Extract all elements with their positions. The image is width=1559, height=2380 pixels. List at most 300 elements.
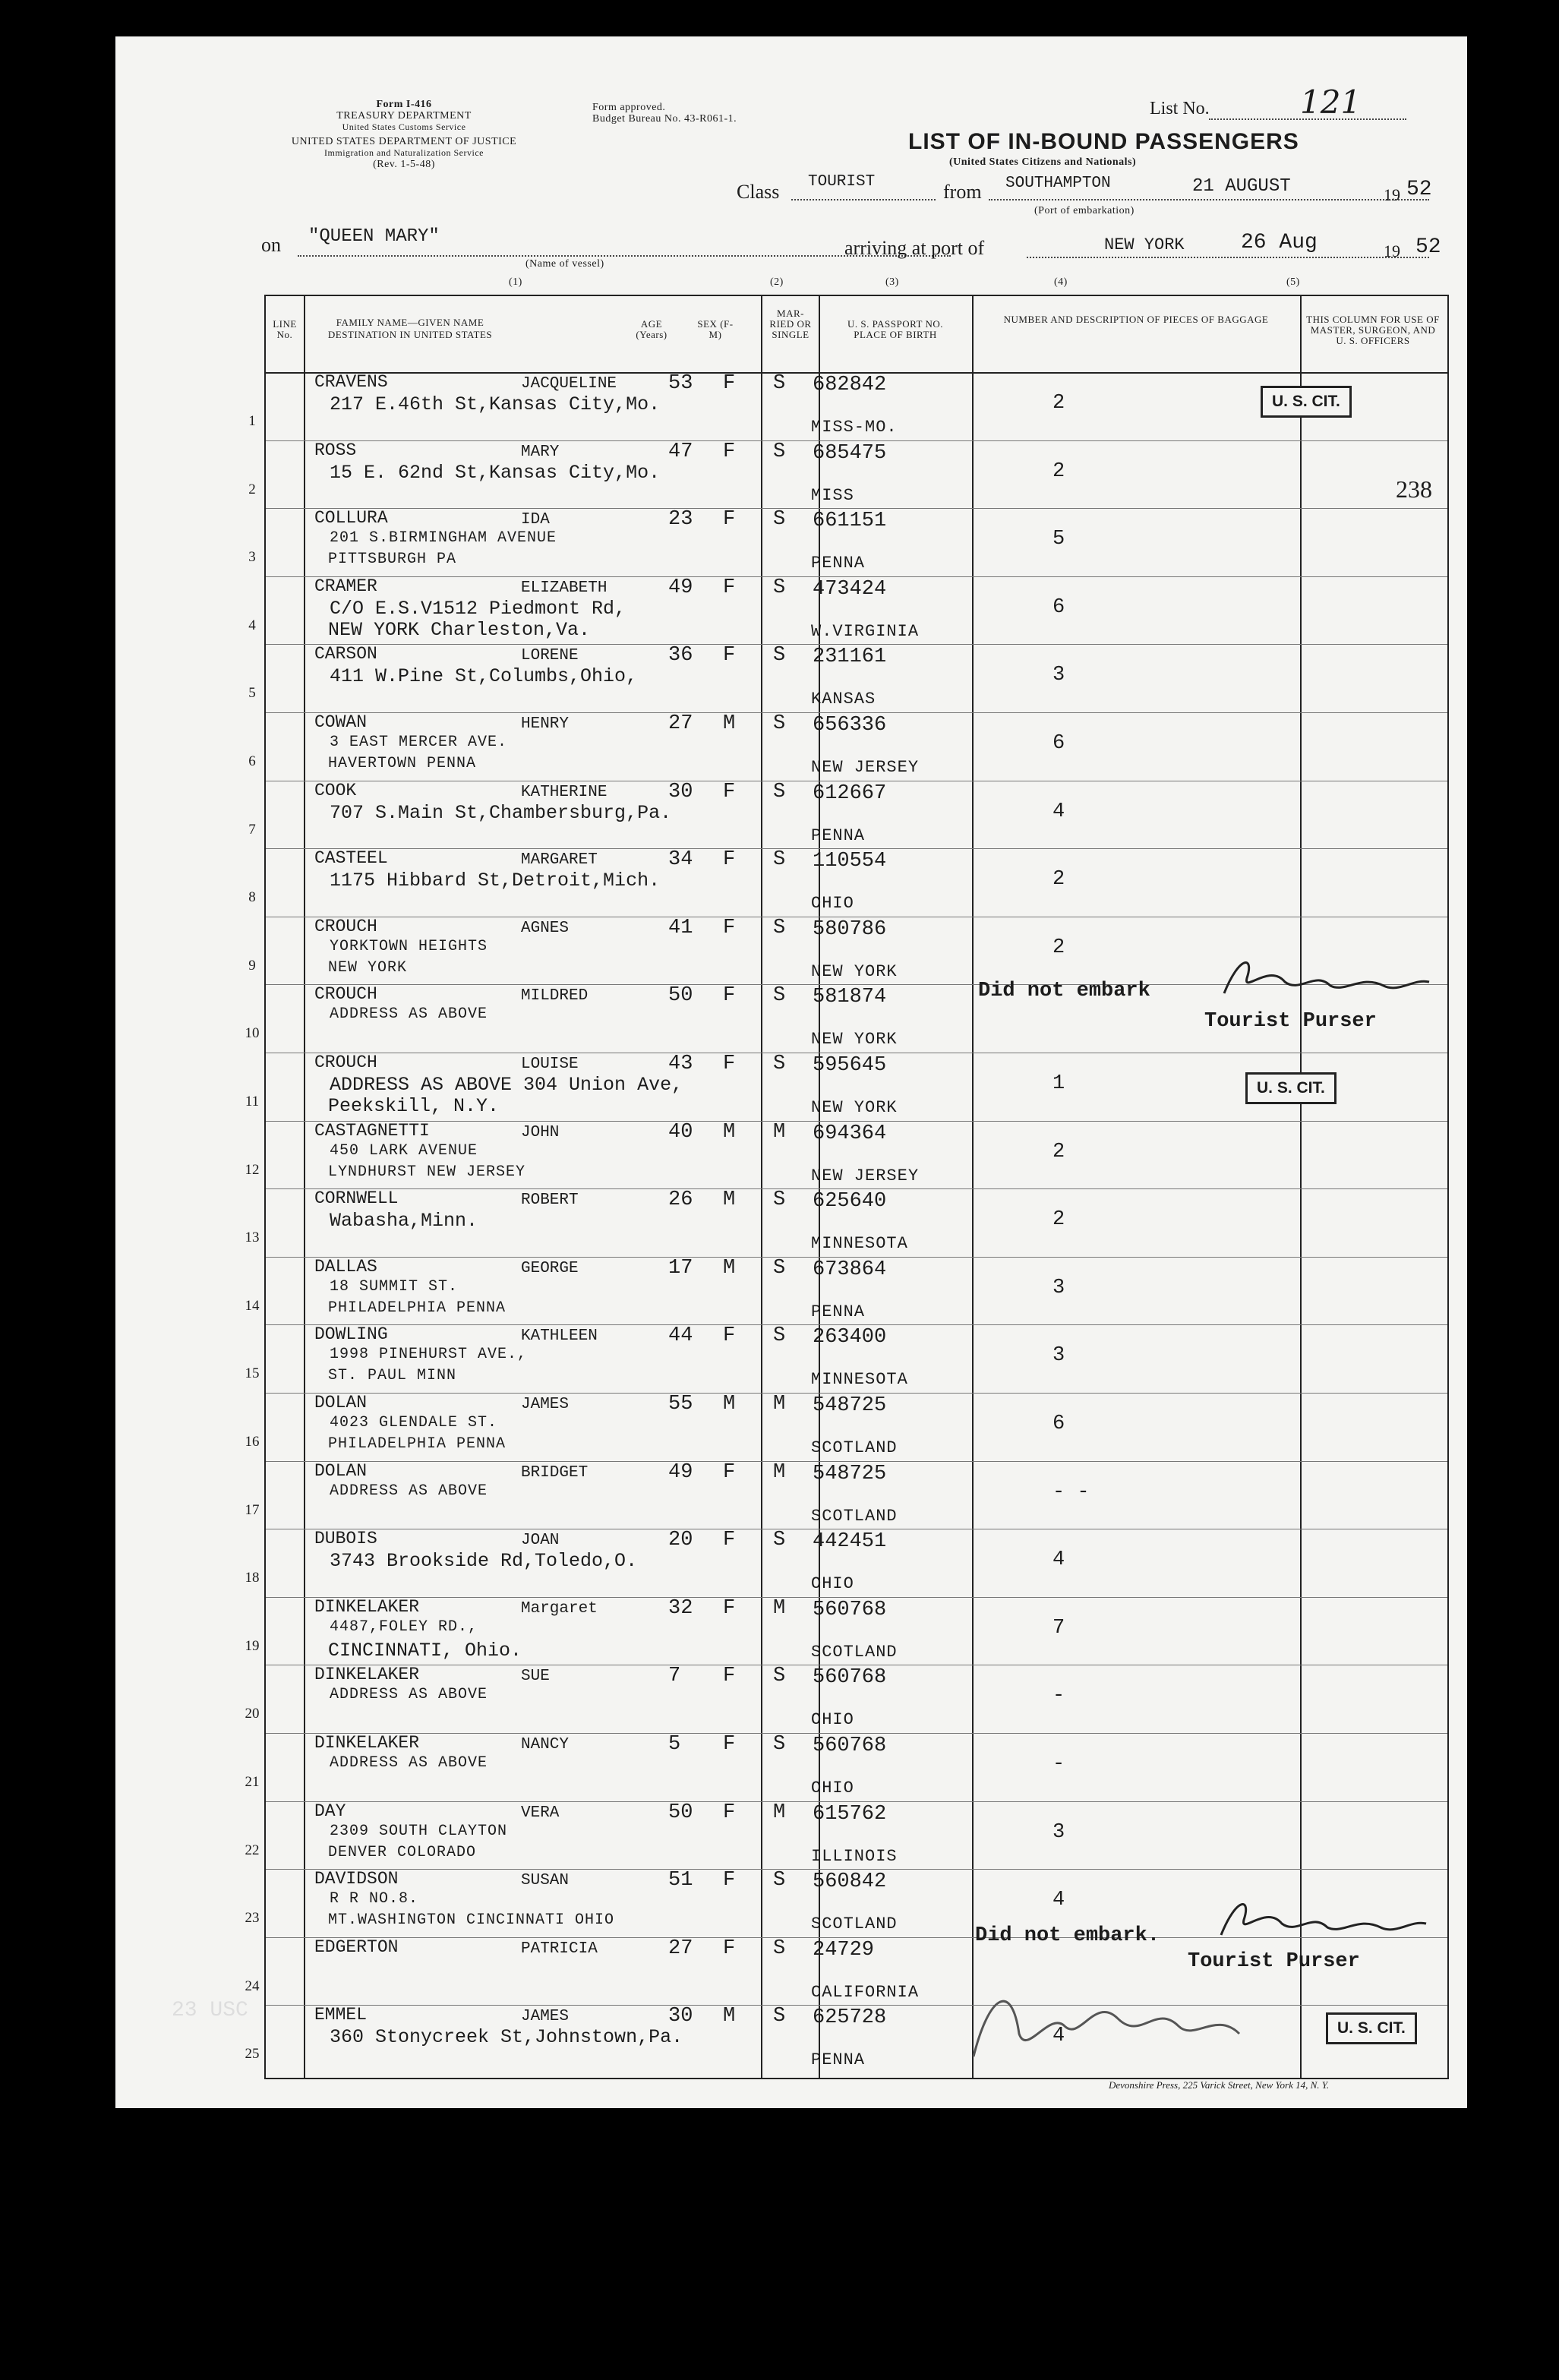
destination-line1: 4023 GLENDALE ST.: [330, 1414, 498, 1431]
from-year-prefix: 19: [1384, 185, 1400, 204]
line-number: 13: [245, 1229, 260, 1246]
passport-number: 615762: [813, 1802, 887, 1826]
given-name: ROBERT: [521, 1192, 579, 1210]
col-head-family: FAMILY NAME—GIVEN NAME: [336, 317, 484, 328]
baggage-count: 4: [1052, 1889, 1065, 1912]
place-of-birth: MINNESOTA: [811, 1370, 908, 1390]
destination-line1: 15 E. 62nd St,Kansas City,Mo.: [330, 461, 661, 484]
customs-service: United States Customs Service: [342, 122, 466, 132]
col-head-line-no: LINE No.: [273, 318, 297, 340]
sex: M: [723, 1393, 736, 1416]
baggage-count: 4: [1052, 800, 1065, 823]
row-divider: [266, 1121, 1447, 1122]
place-of-birth: MISS-MO.: [811, 418, 898, 437]
given-name: ELIZABETH: [521, 579, 608, 597]
passport-number: 612667: [813, 781, 887, 805]
row-divider: [266, 1869, 1447, 1870]
line-number: 24: [245, 1978, 260, 1994]
place-of-birth: SCOTLAND: [811, 1506, 898, 1526]
baggage-count: -: [1052, 1753, 1065, 1776]
age: 44: [668, 1324, 693, 1348]
given-name: JAMES: [521, 1396, 570, 1413]
place-of-birth: OHIO: [811, 1574, 854, 1594]
baggage-count: 3: [1052, 1276, 1065, 1299]
row-divider: [266, 1733, 1447, 1734]
place-of-birth: MINNESOTA: [811, 1234, 908, 1254]
vessel-name: "QUEEN MARY": [308, 226, 440, 247]
destination-line1: YORKTOWN HEIGHTS: [330, 937, 488, 955]
destination-line2: NEW YORK: [328, 958, 408, 977]
age: 5: [668, 1733, 681, 1756]
us-cit-stamp: U. S. CIT.: [1245, 1072, 1337, 1104]
line-number: 10: [245, 1025, 260, 1042]
destination-line1: 1175 Hibbard St,Detroit,Mich.: [330, 870, 661, 892]
place-of-birth: PENNA: [811, 825, 866, 845]
passport-number: 473424: [813, 577, 887, 601]
age: 55: [668, 1393, 693, 1416]
baggage-count: 2: [1052, 868, 1065, 892]
destination-line2: PITTSBURGH PA: [328, 551, 457, 569]
justice-dept: UNITED STATES DEPARTMENT OF JUSTICE: [291, 136, 517, 147]
baggage-count: 2: [1052, 936, 1065, 959]
sex: M: [723, 712, 736, 735]
arrival-year: 52: [1415, 235, 1441, 259]
given-name: MARGARET: [521, 851, 598, 870]
age: 20: [668, 1529, 693, 1552]
family-name: CARSON: [314, 644, 377, 664]
passport-number: 685475: [813, 441, 887, 465]
approved-line1: Form approved.: [592, 102, 666, 113]
line-number: 16: [245, 1434, 260, 1450]
place-of-birth: MISS: [811, 485, 854, 505]
age: 17: [668, 1256, 693, 1280]
class-value: TOURIST: [808, 173, 876, 191]
given-name: LORENE: [521, 647, 579, 665]
place-of-birth: NEW YORK: [811, 1030, 898, 1050]
given-name: VERA: [521, 1804, 560, 1822]
passport-number: 673864: [813, 1258, 887, 1281]
line-number: 17: [245, 1501, 260, 1518]
passport-number: 560768: [813, 1598, 887, 1621]
port-caption: (Port of embarkation): [1034, 205, 1135, 216]
row-divider: [266, 1461, 1447, 1462]
family-name: DINKELAKER: [314, 1733, 420, 1753]
line-number: 14: [245, 1297, 260, 1314]
given-name: JOAN: [521, 1532, 560, 1550]
form-approved: [592, 102, 737, 125]
marital-status: S: [773, 1665, 786, 1688]
passport-number: 625640: [813, 1190, 887, 1214]
passport-number: 548725: [813, 1394, 887, 1417]
manifest-page: [115, 36, 1467, 2108]
baggage-count: -: [1052, 1684, 1065, 1708]
col-divider: [761, 296, 762, 2078]
destination-line1: 411 W.Pine St,Columbs,Ohio,: [330, 665, 638, 688]
given-name: SUE: [521, 1668, 550, 1686]
place-of-birth: OHIO: [811, 1779, 854, 1798]
place-of-birth: PENNA: [811, 554, 866, 573]
age: 53: [668, 372, 693, 395]
family-name: DAY: [314, 1801, 346, 1821]
given-name: NANCY: [521, 1736, 570, 1753]
family-name: CRAVENS: [314, 372, 388, 392]
age: 27: [668, 1937, 693, 1960]
baggage-count: 6: [1052, 595, 1065, 619]
sex: F: [723, 1937, 736, 1960]
marital-status: S: [773, 1324, 786, 1348]
line-number: 11: [245, 1094, 260, 1110]
baggage-count: 3: [1052, 1820, 1065, 1844]
family-name: ROSS: [314, 440, 357, 460]
did-not-embark-note-2: Did not embark.: [975, 1924, 1160, 1947]
col-num-1: (1): [509, 276, 522, 288]
place-of-birth: SCOTLAND: [811, 1642, 898, 1662]
marital-status: S: [773, 780, 786, 803]
family-name: EMMEL: [314, 2005, 368, 2025]
line-number: 7: [248, 821, 256, 838]
passport-number: 110554: [813, 850, 887, 873]
passport-number: 231161: [813, 646, 887, 669]
sex: F: [723, 1665, 736, 1688]
age: 50: [668, 984, 693, 1008]
sex: F: [723, 916, 736, 939]
line-number: 18: [245, 1570, 260, 1586]
col-head-married: MAR- RIED OR SINGLE: [769, 308, 812, 340]
destination-line2: LYNDHURST NEW JERSEY: [328, 1163, 526, 1181]
sex: F: [723, 1529, 736, 1552]
col-head-officers: THIS COLUMN FOR USE OF MASTER, SURGEON, AND U. S. OFFICERS: [1306, 314, 1440, 346]
destination-line1: 3 EAST MERCER AVE.: [330, 734, 508, 751]
place-of-birth: PENNA: [811, 1302, 866, 1321]
line-number: 8: [248, 889, 256, 906]
baggage-count: 7: [1052, 1616, 1065, 1640]
col-head-passport: U. S. PASSPORT NO. PLACE OF BIRTH: [847, 318, 943, 340]
given-name: LOUISE: [521, 1056, 579, 1073]
form-id: Form I-416: [376, 99, 432, 110]
row-divider: [266, 1393, 1447, 1394]
line-number: 3: [248, 549, 256, 566]
sex: F: [723, 848, 736, 872]
age: 23: [668, 508, 693, 532]
marital-status: M: [773, 1596, 786, 1620]
arrival-date: 26 Aug: [1241, 231, 1318, 254]
arrival-port: NEW YORK: [1104, 235, 1185, 254]
place-of-birth: SCOTLAND: [811, 1914, 898, 1934]
class-line: [791, 199, 936, 200]
given-name: BRIDGET: [521, 1463, 589, 1482]
col-num-5: (5): [1286, 276, 1300, 288]
baggage-count: 6: [1052, 732, 1065, 755]
destination-line1: 360 Stonycreek St,Johnstown,Pa.: [330, 2026, 683, 2049]
approved-line2: Budget Bureau No. 43-R061-1.: [592, 113, 737, 125]
col-divider: [1300, 296, 1302, 2078]
marital-status: S: [773, 1937, 786, 1960]
row-divider: [266, 1597, 1447, 1598]
sex: F: [723, 508, 736, 532]
given-name: IDA: [521, 511, 550, 529]
baggage-count: 6: [1052, 1413, 1065, 1435]
place-of-birth: NEW JERSEY: [811, 1166, 920, 1185]
place-of-birth: KANSAS: [811, 690, 876, 709]
sex: F: [723, 984, 736, 1008]
destination-line2: PHILADELPHIA PENNA: [328, 1435, 507, 1453]
passport-number: 625728: [813, 2006, 887, 2030]
row-divider: [266, 576, 1447, 577]
family-name: DOLAN: [314, 1393, 368, 1413]
place-of-birth: ILLINOIS: [811, 1846, 898, 1866]
place-of-birth: CALIFORNIA: [811, 1982, 920, 2002]
col-divider: [972, 296, 974, 2078]
baggage-count: 5: [1052, 528, 1065, 551]
marital-status: S: [773, 576, 786, 599]
line-number: 23: [245, 1910, 260, 1927]
printer-imprint: Devonshire Press, 225 Varick Street, New York 14, N. Y.: [1109, 2079, 1330, 2091]
row-divider: [266, 1801, 1447, 1802]
sex: F: [723, 644, 736, 668]
form-header-left: [237, 99, 571, 170]
baggage-count: 3: [1052, 1344, 1065, 1368]
sex: F: [723, 1801, 736, 1824]
line-number: 19: [245, 1637, 260, 1654]
baggage-count: 4: [1052, 1548, 1065, 1572]
destination-line1: C/O E.S.V1512 Piedmont Rd,: [330, 597, 626, 620]
marital-status: M: [773, 1120, 786, 1144]
baggage-count: 2: [1052, 1208, 1065, 1232]
col-num-3: (3): [885, 276, 899, 288]
sex: F: [723, 1733, 736, 1756]
family-name: DAVIDSON: [314, 1869, 399, 1889]
marital-status: S: [773, 1256, 786, 1280]
place-of-birth: PENNA: [811, 2050, 866, 2070]
destination-line2: HAVERTOWN PENNA: [328, 755, 477, 772]
given-name: JAMES: [521, 2008, 570, 2026]
age: 51: [668, 1869, 693, 1892]
place-of-birth: W.VIRGINIA: [811, 621, 920, 641]
destination-line2: DENVER COLORADO: [328, 1843, 477, 1861]
passport-number: 694364: [813, 1122, 887, 1145]
line-number: 22: [245, 1842, 260, 1858]
destination-line2: PHILADELPHIA PENNA: [328, 1299, 507, 1317]
place-of-birth: NEW JERSEY: [811, 758, 920, 777]
marital-status: S: [773, 372, 786, 395]
given-name: KATHERINE: [521, 783, 608, 801]
us-cit-stamp: U. S. CIT.: [1261, 386, 1352, 418]
passport-number: 560842: [813, 1870, 887, 1894]
purser-signature: [1206, 1889, 1434, 1954]
marital-status: S: [773, 2005, 786, 2028]
age: 32: [668, 1596, 693, 1620]
passport-number: 656336: [813, 714, 887, 737]
destination-line2: ST. PAUL MINN: [328, 1367, 457, 1385]
given-name: JOHN: [521, 1123, 560, 1141]
destination-line1: 1998 PINEHURST AVE.,: [330, 1346, 528, 1364]
given-name: MARY: [521, 443, 560, 461]
age: 49: [668, 1460, 693, 1484]
row-divider: [266, 440, 1447, 441]
revision: (Rev. 1-5-48): [373, 159, 435, 170]
destination-line1: ADDRESS AS ABOVE: [330, 1754, 488, 1772]
destination-line1: 3743 Brookside Rd,Toledo,O.: [330, 1550, 638, 1573]
col-head-destination: DESTINATION IN UNITED STATES: [327, 329, 493, 340]
family-name: CROUCH: [314, 916, 377, 936]
age: 40: [668, 1120, 693, 1144]
family-name: CROUCH: [314, 984, 377, 1005]
given-name: JACQUELINE: [521, 375, 617, 393]
passport-number: 263400: [813, 1326, 887, 1349]
from-year: 52: [1406, 178, 1432, 201]
purser-note-2: Tourist Purser: [1188, 1950, 1360, 1973]
sex: M: [723, 1120, 736, 1144]
passport-number: 682842: [813, 374, 887, 396]
passport-number: 661151: [813, 510, 887, 533]
arrival-year-prefix: 19: [1384, 241, 1400, 260]
baggage-count: 2: [1052, 392, 1065, 415]
age: 36: [668, 644, 693, 668]
line-number: 12: [245, 1161, 260, 1178]
passport-number: 581874: [813, 986, 887, 1009]
sex: M: [723, 2005, 736, 2028]
marital-status: M: [773, 1460, 786, 1484]
marital-status: S: [773, 848, 786, 872]
given-name: HENRY: [521, 715, 570, 733]
baggage-count: - -: [1052, 1480, 1090, 1504]
line-number: 1: [248, 413, 256, 429]
passport-number: 24729: [813, 1938, 875, 1962]
row-divider: [266, 712, 1447, 713]
marital-status: S: [773, 508, 786, 532]
row-divider: [266, 1188, 1447, 1189]
col-num-2: (2): [770, 276, 784, 288]
age: 47: [668, 440, 693, 463]
baggage-count: 2: [1052, 459, 1065, 483]
col-divider: [304, 296, 305, 2078]
line-number: 9: [248, 957, 256, 974]
passport-number: 548725: [813, 1462, 887, 1485]
did-not-embark-note: Did not embark: [978, 980, 1150, 1002]
family-name: COLLURA: [314, 508, 388, 529]
given-name: KATHLEEN: [521, 1327, 598, 1346]
arrival-line: [1027, 257, 1429, 258]
family-name: CASTEEL: [314, 848, 388, 869]
immigration-service: Immigration and Naturalization Service: [324, 147, 484, 158]
line-number: 21: [245, 1774, 260, 1790]
family-name: CRAMER: [314, 576, 377, 596]
marital-status: S: [773, 1053, 786, 1075]
destination-line1: 707 S.Main St,Chambersburg,Pa.: [330, 801, 672, 824]
age: 26: [668, 1188, 693, 1212]
destination-line1: ADDRESS AS ABOVE: [330, 1686, 488, 1704]
col-head-sex: SEX (F-M): [697, 318, 734, 340]
baggage-count: 4: [1052, 2025, 1065, 2048]
age: 27: [668, 712, 693, 735]
destination-line2: MT.WASHINGTON CINCINNATI OHIO: [328, 1911, 615, 1930]
marital-status: S: [773, 1733, 786, 1756]
marital-status: S: [773, 1869, 786, 1892]
marital-status: S: [773, 644, 786, 668]
destination-line1: ADDRESS AS ABOVE 304 Union Ave,: [330, 1074, 683, 1096]
family-name: DOWLING: [314, 1324, 388, 1345]
family-name: COWAN: [314, 712, 368, 732]
family-name: COOK: [314, 780, 357, 800]
destination-line1: ADDRESS AS ABOVE: [330, 1482, 488, 1500]
baggage-count: 3: [1052, 664, 1065, 687]
given-name: MILDRED: [521, 987, 589, 1005]
given-name: PATRICIA: [521, 1940, 598, 1958]
destination-line1: 450 LARK AVENUE: [330, 1141, 478, 1160]
us-cit-stamp: U. S. CIT.: [1326, 2012, 1417, 2044]
line-number: 25: [245, 2046, 260, 2063]
age: 43: [668, 1053, 693, 1075]
marital-status: S: [773, 1529, 786, 1552]
marital-status: S: [773, 712, 786, 735]
family-name: CROUCH: [314, 1053, 377, 1072]
given-name: SUSAN: [521, 1872, 570, 1890]
destination-line1: R R NO.8.: [330, 1890, 419, 1908]
sex: F: [723, 1596, 736, 1620]
place-of-birth: NEW YORK: [811, 961, 898, 981]
place-of-birth: OHIO: [811, 1710, 854, 1730]
sex: F: [723, 1053, 736, 1075]
col-num-4: (4): [1054, 276, 1068, 288]
place-of-birth: NEW YORK: [811, 1098, 898, 1117]
sex: M: [723, 1188, 736, 1212]
marital-status: M: [773, 1393, 786, 1416]
destination-line1: 201 S.BIRMINGHAM AVENUE: [330, 529, 557, 548]
margin-number: 238: [1396, 475, 1432, 503]
sex: F: [723, 576, 736, 599]
line-number: 2: [248, 481, 256, 497]
age: 50: [668, 1801, 693, 1824]
col-head-age: AGE (Years): [636, 318, 667, 340]
on-label: on: [261, 234, 281, 256]
sex: F: [723, 1869, 736, 1892]
row-divider: [266, 644, 1447, 645]
marital-status: S: [773, 1188, 786, 1212]
family-name: CORNWELL: [314, 1188, 399, 1209]
destination-line1: Wabasha,Minn.: [330, 1210, 478, 1233]
page-subtitle: (United States Citizens and Nationals): [949, 156, 1137, 168]
class-label: Class: [737, 181, 780, 203]
baggage-count: 2: [1052, 1140, 1065, 1163]
row-divider: [266, 1257, 1447, 1258]
family-name: DALLAS: [314, 1256, 377, 1277]
sex: M: [723, 1256, 736, 1280]
place-of-birth: OHIO: [811, 894, 854, 914]
destination-line2: CINCINNATI, Ohio.: [328, 1639, 522, 1662]
from-label: from: [943, 181, 982, 203]
row-divider: [266, 1324, 1447, 1325]
age: 49: [668, 576, 693, 599]
family-name: DINKELAKER: [314, 1596, 420, 1617]
place-of-birth: SCOTLAND: [811, 1438, 898, 1457]
line-number: 4: [248, 617, 256, 633]
family-name: DINKELAKER: [314, 1665, 420, 1685]
passport-number: 560768: [813, 1734, 887, 1757]
passport-number: 580786: [813, 917, 887, 941]
handwritten-signature: [966, 1965, 1285, 2075]
destination-line1: 2309 SOUTH CLAYTON: [330, 1822, 508, 1840]
given-name: GEORGE: [521, 1259, 579, 1277]
destination-line2: NEW YORK Charleston,Va.: [328, 618, 591, 641]
family-name: DUBOIS: [314, 1529, 377, 1549]
age: 7: [668, 1665, 681, 1688]
age: 41: [668, 916, 693, 939]
age: 30: [668, 2005, 693, 2028]
destination-line1: 4487,FOLEY RD.,: [330, 1618, 478, 1636]
destination-line2: Peekskill, N.Y.: [328, 1095, 500, 1117]
list-no-value: 121: [1300, 84, 1362, 121]
page-title: LIST OF IN-BOUND PASSENGERS: [908, 129, 1299, 154]
